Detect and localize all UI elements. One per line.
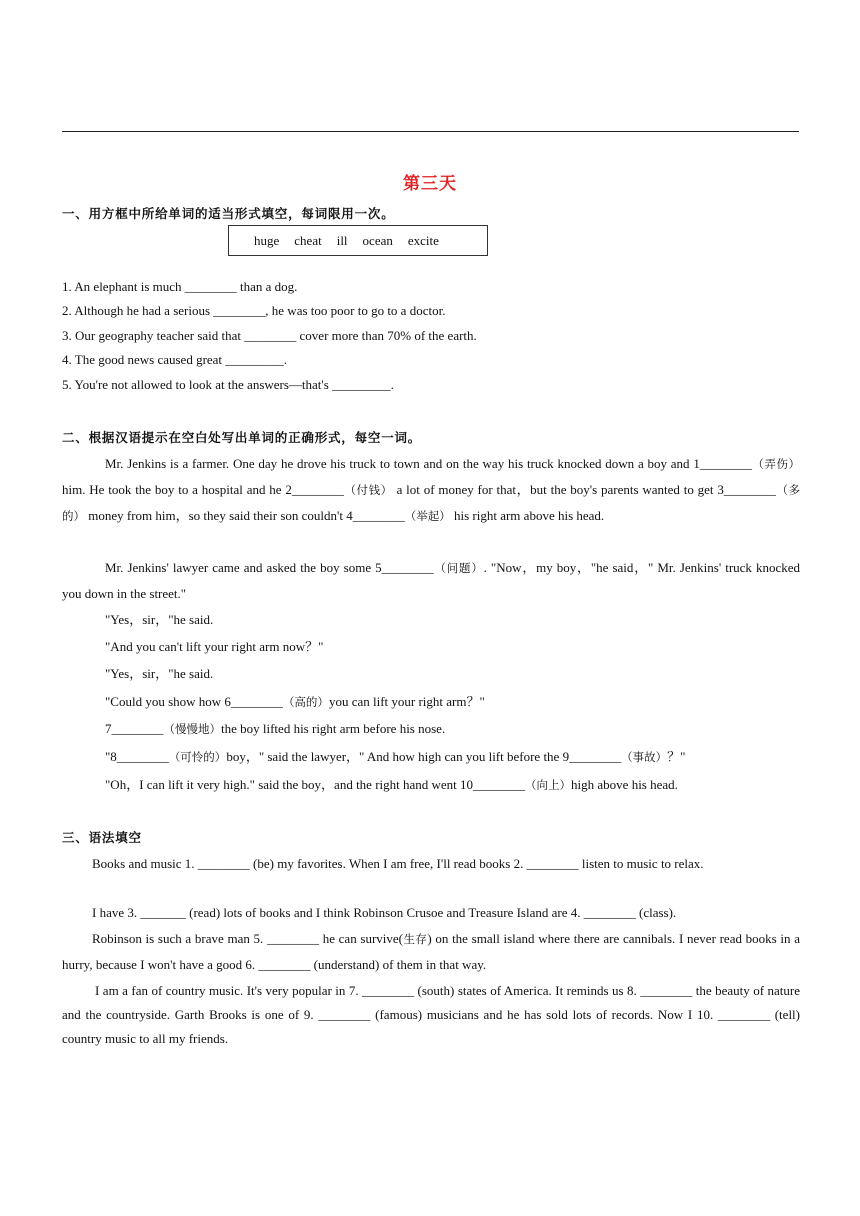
s1-item-5: 5. You're not allowed to look at the answers—that's _________. (62, 377, 394, 392)
dialogue-4-text-b: you can lift your right arm？" (328, 694, 485, 709)
dialogue-2: "And you can't lift your right arm now？" (105, 639, 324, 654)
dialogue-3: "Yes，sir，"he said. (105, 666, 214, 681)
dialogue-6-text-c: ？" (667, 749, 686, 764)
dialogue-6 (105, 749, 685, 765)
s3-p3-hint: 生存 (403, 932, 428, 946)
dialogue-7-text-b: high above his head. (571, 777, 678, 792)
s2-p1-text-a: Mr. Jenkins is a farmer. One day he drove his truck to town and on the way his truck knocked down a boy and 1________ (105, 456, 752, 471)
word-box (228, 225, 488, 256)
s3-paragraph-1: Books and music 1. ________ (be) my favorites. When I am free, I'll read books 2. ________ listen to music to relax. (92, 856, 704, 871)
s3-paragraph-4: I am a fan of country music. It's very popular in 7. ________ (south) states of America. It reminds us 8. ________ the beauty of nature and the countryside. Garth Brooks is one of 9. ________ (famous) musicians and he has sold lots of records. Now I 10. ________ (tell) country music to all my friends. (62, 983, 800, 1046)
s1-item-2: 2. Although he had a serious ________, he was too poor to go to a doctor. (62, 303, 446, 318)
word-3: ill (336, 232, 348, 248)
hint-7: （慢慢地） (163, 722, 221, 736)
header-rule (62, 131, 799, 132)
dialogue-7 (105, 777, 678, 793)
dialogue-4 (105, 694, 485, 710)
hint-6: （高的） (282, 695, 329, 709)
s2-p2-text-a: Mr. Jenkins' lawyer came and asked the boy some 5________ (105, 560, 434, 575)
s2-p1-text-e: his right arm above his head. (453, 508, 605, 523)
s2-p2-text-b: . "Now，my boy，"he said，" Mr. Jenkins' truck knocked you down in the street." (62, 560, 801, 601)
section1-heading: 一、用方框中所给单词的适当形式填空，每词限用一次。 (62, 206, 395, 221)
word-4: ocean (362, 232, 393, 248)
hint-2: （付钱） (343, 483, 393, 497)
hint-3: （多的） (62, 483, 801, 523)
word-1: huge (254, 232, 280, 248)
s3-p3-text-a: Robinson is such a brave man 5. ________ he can survive( (92, 931, 403, 946)
dialogue-5-text-a: 7________ (105, 721, 164, 736)
s3-paragraph-3 (62, 926, 800, 978)
section3-heading: 三、语法填空 (62, 830, 142, 845)
dialogue-7-text-a: "Oh，I can lift it very high." said the boy，and the right hand went 10________ (105, 777, 526, 792)
s2-p1-text-d: money from him，so they said their son couldn't 4________ (88, 508, 405, 523)
s1-item-3: 3. Our geography teacher said that ________ cover more than 70% of the earth. (62, 328, 477, 343)
s2-p1-text-c: a lot of money for that，but the boy's parents wanted to get 3________ (396, 482, 776, 497)
word-5: excite (407, 232, 439, 248)
dialogue-5-text-b: the boy lifted his right arm before his nose. (221, 721, 446, 736)
page-title: 第三天 (403, 174, 457, 194)
hint-9: （事故） (621, 750, 668, 764)
dialogue-5 (105, 721, 445, 737)
hint-10: （向上） (525, 778, 572, 792)
hint-1: （弄伤） (751, 457, 800, 471)
section2-heading: 二、根据汉语提示在空白处写出单词的正确形式，每空一词。 (62, 430, 422, 445)
dialogue-4-text-a: "Could you show how 6________ (105, 694, 283, 709)
s2-p1-text-b: him. He took the boy to a hospital and he 2________ (62, 482, 344, 497)
dialogue-1: "Yes，sir，"he said. (105, 612, 214, 627)
s2-paragraph-2 (62, 555, 800, 607)
word-2: cheat (294, 232, 322, 248)
hint-5: （问题） (433, 561, 484, 575)
s1-item-4: 4. The good news caused great _________. (62, 352, 288, 367)
hint-8: （可怜的） (168, 750, 227, 764)
s3-paragraph-2: I have 3. _______ (read) lots of books and I think Robinson Crusoe and Treasure Island are 4. ________ (class). (92, 905, 677, 920)
dialogue-6-text-b: boy，" said the lawyer，" And how high can you lift before the 9________ (226, 749, 622, 764)
hint-4: （举起） (404, 509, 451, 523)
s1-item-1: 1. An elephant is much ________ than a dog. (62, 279, 298, 294)
s3-p3-text-b: ) on the small island where there are cannibals. I never read books in a hurry, because I won't have a good 6. ________ (understand) of them in that way. (62, 931, 800, 972)
s2-paragraph-1 (62, 451, 800, 529)
dialogue-6-text-a: "8________ (105, 749, 169, 764)
